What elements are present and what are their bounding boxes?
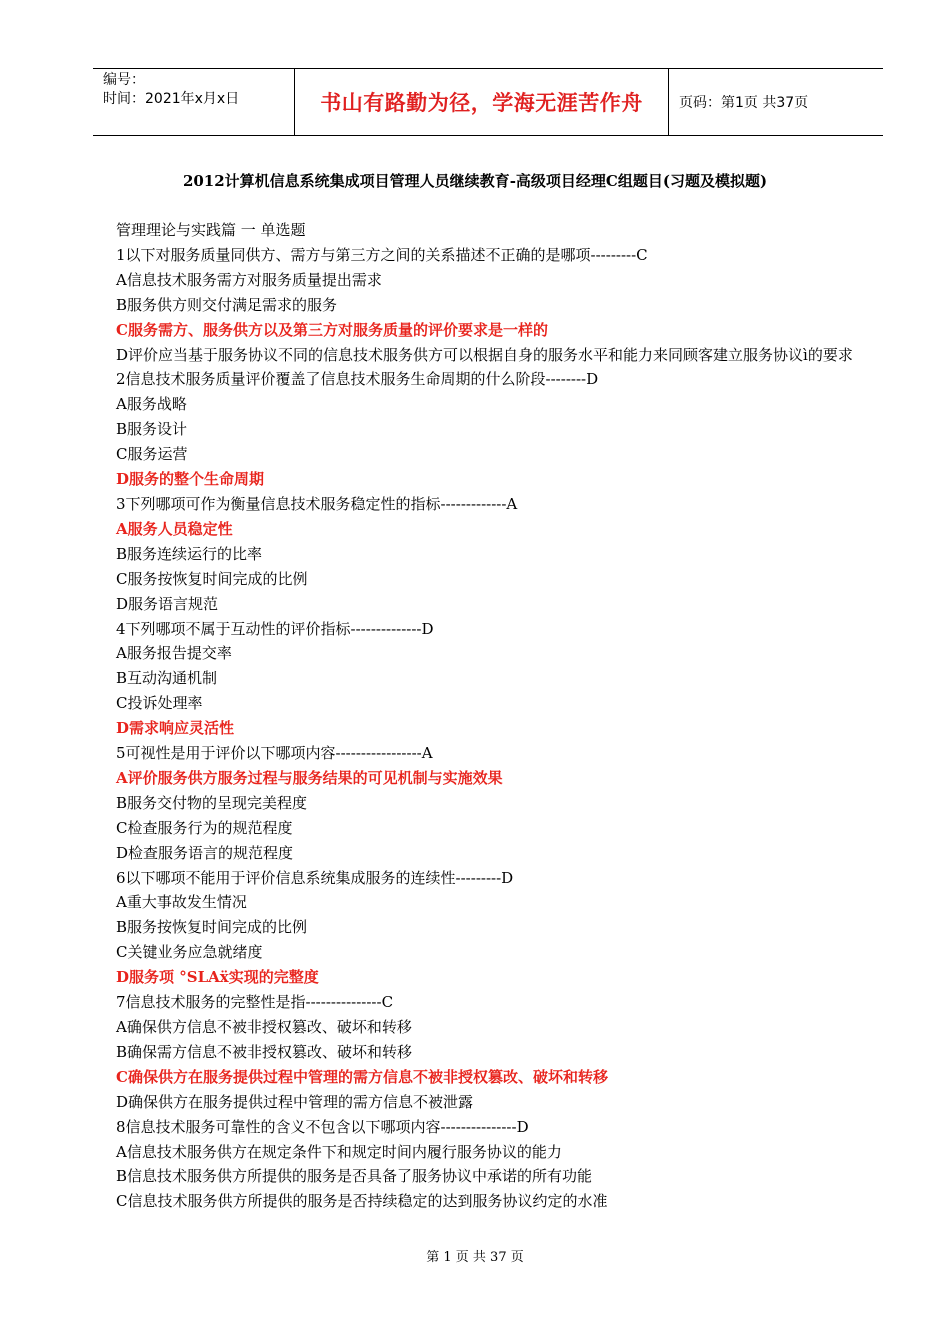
text-line: B服务供方则交付满足需求的服务 <box>116 295 338 314</box>
correct-answer-line: A服务人员稳定性 <box>116 519 233 538</box>
text-line: B确保需方信息不被非授权篡改、破坏和转移 <box>116 1042 413 1061</box>
text-line: C关键业务应急就绪度 <box>116 943 263 962</box>
text-line: A确保供方信息不被非授权篡改、破坏和转移 <box>116 1018 412 1036</box>
text-line: 2信息技术服务质量评价覆盖了信息技术服务生命周期的什么阶段--------D <box>116 370 599 389</box>
text-line: 管理理论与实践篇 一 单选题 <box>116 221 306 239</box>
text-line: 4下列哪项不属于互动性的评价指标--------------D <box>116 619 434 638</box>
text-line: A服务报告提交率 <box>116 644 232 663</box>
text-line: C检查服务行为的规范程度 <box>116 818 293 837</box>
text-line: C信息技术服务供方所提供的服务是否持续稳定的达到服务协议约定的水准 <box>116 1192 608 1211</box>
text-line: 3下列哪项可作为衡量信息技术服务稳定性的指标-------------A <box>116 494 518 513</box>
correct-answer-line: D服务项 °SLAẍ实现的完整度 <box>116 968 319 987</box>
text-line: C服务运营 <box>116 445 188 464</box>
header-table <box>93 68 883 136</box>
text-line: D检查服务语言的规范程度 <box>116 843 294 862</box>
text-line: 5可视性是用于评价以下哪项内容-----------------A <box>116 744 433 763</box>
text-line: C投诉处理率 <box>116 694 203 713</box>
text-line: A信息技术服务供方在规定条件下和规定时间内履行服务协议的能力 <box>116 1142 562 1161</box>
header-page-cell <box>669 69 883 135</box>
correct-answer-line: D服务的整个生命周期 <box>116 470 265 489</box>
text-line: A服务战略 <box>116 395 187 414</box>
correct-answer-line: C确保供方在服务提供过程中管理的需方信息不被非授权篡改、破坏和转移 <box>116 1067 608 1086</box>
correct-answer-line: D需求响应灵活性 <box>116 719 235 738</box>
header-page-info: 页码：第1页 共37页 <box>679 95 809 111</box>
header-meta-cell <box>93 69 295 135</box>
text-line: C服务按恢复时间完成的比例 <box>116 569 308 588</box>
text-line: 8信息技术服务可靠性的含义不包含以下哪项内容---------------D <box>116 1117 529 1136</box>
text-line: A重大事故发生情况 <box>116 893 247 912</box>
document-title: 2012计算机信息系统集成项目管理人员继续教育-高级项目经理C组题目(习题及模拟题) <box>182 172 768 190</box>
text-line: 7信息技术服务的完整性是指---------------C <box>116 993 394 1012</box>
text-line: 1以下对服务质量同供方、需方与第三方之间的关系描述不正确的是哪项---------C <box>116 245 648 264</box>
document-number-label: 编号： <box>103 72 145 88</box>
document-time-label: 时间：2021年x月x日 <box>103 91 240 107</box>
correct-answer-line: A评价服务供方服务过程与服务结果的可见机制与实施效果 <box>116 768 503 787</box>
text-line: B互动沟通机制 <box>116 669 218 688</box>
text-line: D评价应当基于服务协议不同的信息技术服务供方可以根据自身的服务水平和能力来同顾客建立服务协议ì的要求 <box>116 345 853 364</box>
text-line: D服务语言规范 <box>116 594 219 613</box>
text-line: 6以下哪项不能用于评价信息系统集成服务的连续性---------D <box>116 868 514 887</box>
text-line: A信息技术服务需方对服务质量提出需求 <box>116 270 382 289</box>
text-line: D确保供方在服务提供过程中管理的需方信息不被泄露 <box>116 1092 474 1111</box>
page-footer: 第 1 页 共 37 页 <box>426 1250 524 1265</box>
text-line: B服务设计 <box>116 420 188 439</box>
text-line: B服务连续运行的比率 <box>116 544 263 563</box>
correct-answer-line: C服务需方、服务供方以及第三方对服务质量的评价要求是一样的 <box>116 320 548 339</box>
text-line: B服务按恢复时间完成的比例 <box>116 918 308 937</box>
header-motto-cell <box>295 69 669 135</box>
text-line: B信息技术服务供方所提供的服务是否具备了服务协议中承诺的所有功能 <box>116 1167 593 1186</box>
question-content <box>116 218 866 1214</box>
header-motto: 书山有路勤为径，学海无涯苦作舟 <box>320 91 643 115</box>
text-line: B服务交付物的呈现完美程度 <box>116 793 308 812</box>
